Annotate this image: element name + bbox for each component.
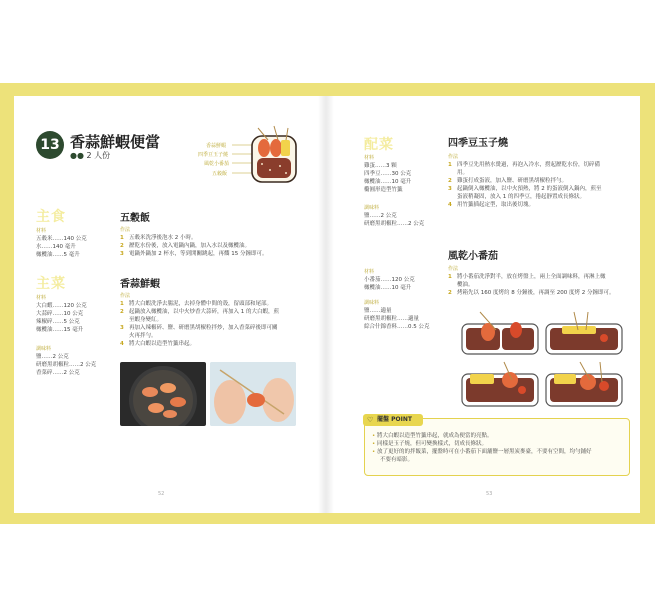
- seasoning-item: 鹽……適量: [364, 308, 392, 314]
- omelet-steps: [448, 161, 602, 209]
- bullet-icon: •: [372, 449, 377, 455]
- omelet-title: 四季豆玉子燒: [448, 138, 508, 149]
- step-text: 將大白蝦以造型竹籤串起。: [129, 341, 196, 347]
- step-text: 雞蛋打成蛋液，加入鹽、研磨黑胡椒粒拌勻。: [457, 178, 568, 184]
- step-row: [448, 193, 602, 201]
- tip-item: [372, 448, 592, 456]
- shrimp-title: 香蒜鮮蝦: [120, 279, 160, 290]
- ingredient-item: 橄欖油……10 毫升: [364, 179, 412, 185]
- ingredient-item: 橄欖油……10 毫升: [364, 285, 412, 291]
- bento-photo-4: [544, 360, 624, 408]
- step-row: [120, 332, 279, 340]
- recipe-title: 香蒜鮮蝦便當: [70, 133, 161, 151]
- ingredient-item: 水……140 毫升: [36, 244, 76, 250]
- step-number: 2: [448, 290, 452, 296]
- entree-ingredient-list: [36, 302, 87, 334]
- ingredient-item: 大蒜碎……10 公克: [36, 311, 84, 317]
- step-row: [448, 201, 602, 209]
- ingredient-item: 橄欖油……5 毫升: [36, 252, 80, 258]
- book-spine: [318, 96, 334, 513]
- tip-text: 同樣是玉子燒，但可變換樣式，切成長條狀。: [377, 441, 488, 447]
- ingredient-item: 雞蛋……3 顆: [364, 163, 397, 169]
- step-text: 將小番茄洗淨對半，放在烤盤上，兩上全面調味料，再淋上橄: [457, 274, 606, 280]
- step-row: [120, 250, 268, 258]
- step-text: 將大白蝦洗淨去腸泥，去掉身體中間的殼，留頭部和尾部。: [129, 301, 273, 307]
- step-text: 起鍋放入橄欖油，以中火炒香大蒜碎，再加入 1 的大白蝦，煎: [129, 309, 279, 315]
- skewering-photo: [210, 362, 296, 426]
- step-text: 用。: [457, 170, 469, 176]
- tip-item: [372, 432, 592, 440]
- step-number: 2: [448, 178, 452, 184]
- tomato-ingredient-list: [364, 276, 415, 292]
- tip-item: [372, 440, 592, 448]
- step-text: 五穀米洗淨後泡水 2 小時。: [129, 235, 197, 241]
- seasoning-item: 鹽……2 公克: [36, 354, 69, 360]
- seasoning-item: 綜合什錦香料……0.5 公克: [364, 324, 430, 330]
- step-text: 烤箱先以 160 度烤約 8 分鐘後，再調至 200 度烤 2 分鐘即可。: [457, 290, 615, 296]
- plating-tips-list: [372, 432, 592, 464]
- seasoning-item: 研磨黑胡椒粒……適量: [364, 316, 420, 322]
- servings-text: 2 人份: [86, 151, 111, 160]
- step-text: 用竹籤插起定型，取出後切塊。: [457, 202, 535, 208]
- bento-diagram: [200, 124, 310, 190]
- ingredient-item: 橢圓形造型竹籤: [364, 187, 403, 193]
- step-text: 瀝乾水份後，放入電鍋內鍋，加入水以及橄欖油。: [129, 243, 251, 249]
- step-row: [120, 242, 268, 250]
- omelet-ingredient-list: [364, 162, 411, 194]
- bento-illustration: [230, 124, 300, 186]
- step-number: 1: [448, 274, 452, 280]
- step-row: [120, 324, 279, 332]
- heart-icon: ♡: [367, 416, 374, 424]
- step-number: 2: [120, 309, 124, 315]
- step-row: [448, 185, 602, 193]
- ingredient-item: 辣椒碎……5 公克: [36, 319, 80, 325]
- bento-photo-2: [544, 310, 624, 356]
- main-ingredients-label: 材料: [36, 228, 47, 234]
- shrimp-method-label: 作法: [120, 293, 131, 299]
- step-text: 四季豆先用熱水燙過，再泡入冷水，撈起瀝乾水份，切碎備: [457, 162, 601, 168]
- step-row: [448, 281, 614, 289]
- tip-text: 放了更好的的拌飯菜，擺盤時可在小番茄下面舖鹽一層黑炭麥臺，不要有空間，均勻鋪好: [377, 449, 592, 455]
- seasoning-item: 香菜碎……2 公克: [36, 370, 80, 376]
- servings: [70, 150, 110, 161]
- diagram-label-tomato: 風乾小番茄: [204, 161, 230, 167]
- step-number: 2: [120, 243, 124, 249]
- step-row: [120, 308, 279, 316]
- ingredient-item: 四季豆……30 公克: [364, 171, 412, 177]
- recipe-number-badge: [36, 131, 64, 159]
- ingredient-item: 橄欖油……15 毫升: [36, 327, 84, 333]
- tomato-ingredients-label: 材料: [364, 269, 375, 275]
- main-dish-heading: 主食: [36, 209, 66, 225]
- bento-photo-1: [460, 310, 540, 356]
- seasoning-item: 鹽……2 公克: [364, 213, 397, 219]
- tomato-title: 風乾小番茄: [448, 251, 498, 262]
- step-row: [120, 234, 268, 242]
- step-number: 3: [448, 186, 452, 192]
- step-row: [120, 300, 279, 308]
- tomato-seasoning-list: [364, 307, 430, 331]
- entree-heading: 主菜: [36, 276, 66, 292]
- rice-title: 五穀飯: [120, 213, 150, 224]
- left-page-number: 52: [158, 491, 165, 497]
- recipe-number: 13: [40, 137, 60, 153]
- step-text: 火再拌勻。: [129, 333, 157, 339]
- step-row: [120, 340, 279, 348]
- step-number: 3: [120, 251, 124, 257]
- step-text: 再加入辣椒碎、鹽、研磨黑胡椒粒拌炒，加入香菜碎後即可關: [129, 325, 278, 331]
- entree-seasoning-list: [36, 353, 96, 377]
- tomato-method-label: 作法: [448, 266, 459, 272]
- people-icon: ●●: [70, 151, 84, 160]
- omelet-seasoning-list: [364, 212, 424, 228]
- tips-heading-text: 擺盤 POINT: [377, 416, 412, 423]
- seasoning-item: 研磨黑胡椒粒……2 公克: [36, 362, 97, 368]
- tip-text: 不要有暗影。: [380, 457, 414, 463]
- step-text: 起鍋倒入橄欖油，以中火預熱，將 2 的蛋液倒入鍋內，煎至: [457, 186, 602, 192]
- step-row: [448, 273, 614, 281]
- tip-item: [372, 456, 592, 464]
- bento-photo-3: [460, 360, 540, 408]
- bullet-icon: •: [372, 441, 377, 447]
- tip-text: 將大白蝦以造型竹籤串起，就成為便當的亮點。: [377, 433, 493, 439]
- step-row: [448, 289, 614, 297]
- omelet-method-label: 作法: [448, 154, 459, 160]
- side-dish-heading: 配菜: [364, 137, 394, 153]
- step-row: [120, 316, 279, 324]
- rice-method-label: 作法: [120, 227, 131, 233]
- diagram-label-omelet: 四季豆玉子燒: [198, 152, 229, 158]
- seasoning-item: 研磨黑胡椒粒……2 公克: [364, 221, 425, 227]
- tomato-steps: [448, 273, 614, 297]
- step-number: 1: [448, 162, 452, 168]
- omelet-ingredients-label: 材料: [364, 155, 375, 161]
- step-row: [448, 161, 602, 169]
- right-page-number: 53: [486, 491, 493, 497]
- diagram-label-shrimp: 香蒜鮮蝦: [206, 143, 227, 149]
- ingredient-item: 大白蝦……120 公克: [36, 303, 87, 309]
- ingredient-item: 五穀米……140 公克: [36, 236, 87, 242]
- shrimp-steps: [120, 300, 279, 348]
- step-row: [448, 169, 602, 177]
- entree-ingredients-label: 材料: [36, 295, 47, 301]
- bullet-icon: •: [372, 433, 377, 439]
- ingredient-item: 小番茄……120 公克: [364, 277, 415, 283]
- step-text: 蛋液稍凝固，放入 1 的四季豆，捲起靜置成長條狀。: [457, 194, 585, 200]
- entree-seasoning-label: 調味料: [36, 346, 52, 352]
- shrimp-pan-photo: [120, 362, 206, 426]
- step-text: 至蝦身變紅。: [129, 317, 163, 323]
- step-text: 電鍋外鍋加 2 杯水，等到開關跳起，再燜 15 分鐘即可。: [129, 251, 268, 257]
- step-text: 欖油。: [457, 282, 474, 288]
- step-number: 4: [448, 202, 452, 208]
- tomato-seasoning-label: 調味料: [364, 300, 380, 306]
- plating-tips-heading: [363, 414, 423, 426]
- step-number: 1: [120, 301, 124, 307]
- main-ingredient-list: [36, 235, 87, 259]
- omelet-seasoning-label: 調味料: [364, 205, 380, 211]
- step-number: 3: [120, 325, 124, 331]
- step-number: 4: [120, 341, 124, 347]
- step-number: 1: [120, 235, 124, 241]
- step-row: [448, 177, 602, 185]
- diagram-label-rice: 五穀飯: [212, 171, 228, 177]
- rice-steps: [120, 234, 268, 258]
